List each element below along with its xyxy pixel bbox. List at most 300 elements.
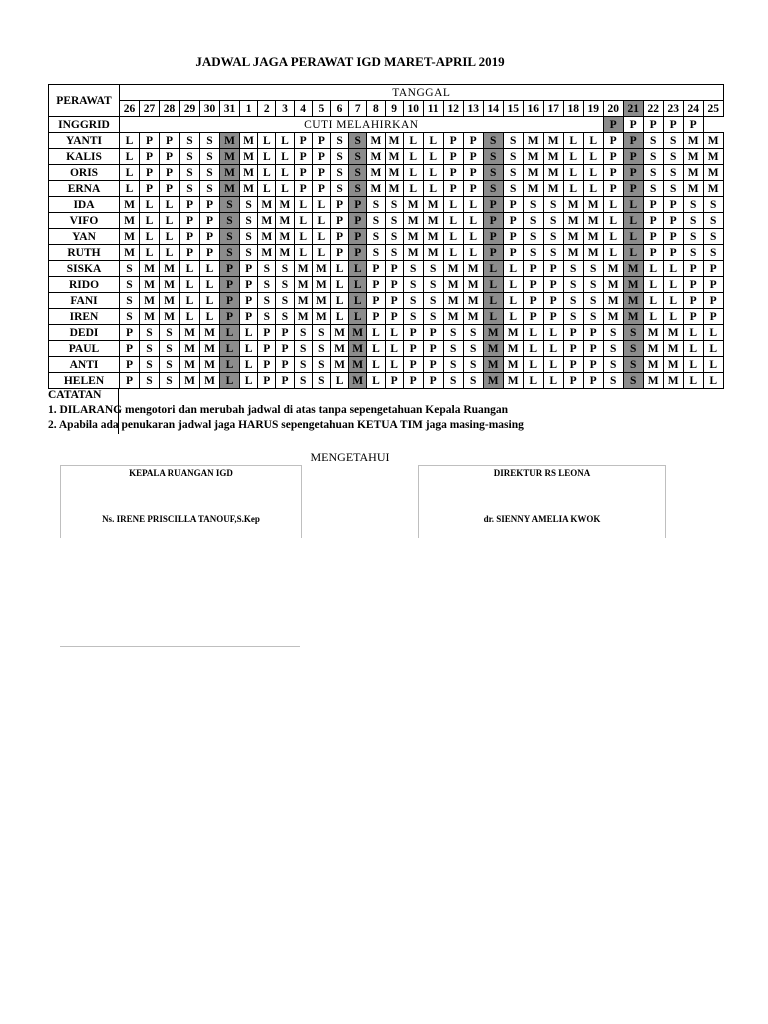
shift-cell: L <box>330 261 348 277</box>
nurse-name: SISKA <box>49 261 120 277</box>
shift-cell: S <box>563 309 583 325</box>
shift-cell: S <box>483 181 503 197</box>
nurse-row <box>49 133 724 149</box>
shift-cell: L <box>603 229 623 245</box>
shift-cell: M <box>503 373 523 389</box>
nurse-name: ERNA <box>49 181 120 197</box>
shift-cell: M <box>220 149 240 165</box>
shift-cell: S <box>140 357 160 373</box>
shift-cell: S <box>403 277 423 293</box>
day-header: 6 <box>330 101 348 117</box>
shift-cell: P <box>140 133 160 149</box>
shift-cell: P <box>463 149 483 165</box>
shift-cell: P <box>503 229 523 245</box>
shift-cell: P <box>367 309 385 325</box>
shift-cell: S <box>703 229 723 245</box>
nurse-name: ORIS <box>49 165 120 181</box>
header-row <box>49 85 724 101</box>
shift-cell: P <box>563 341 583 357</box>
shift-cell: S <box>503 149 523 165</box>
notes-section <box>48 388 713 433</box>
day-header: 23 <box>663 101 683 117</box>
nurse-row <box>49 165 724 181</box>
shift-cell: L <box>312 197 330 213</box>
shift-cell: L <box>367 341 385 357</box>
shift-cell: S <box>643 181 663 197</box>
shift-cell: S <box>623 373 643 389</box>
shift-cell: M <box>523 181 543 197</box>
nurse-row <box>49 309 724 325</box>
shift-cell: S <box>603 373 623 389</box>
shift-cell: L <box>160 229 180 245</box>
shift-cell: P <box>663 229 683 245</box>
nurse-row <box>49 261 724 277</box>
shift-cell: S <box>140 341 160 357</box>
shift-cell: P <box>294 149 312 165</box>
nurse-name: IDA <box>49 197 120 213</box>
shift-cell: M <box>160 309 180 325</box>
shift-cell: S <box>523 229 543 245</box>
shift-cell: M <box>623 277 643 293</box>
shift-cell: M <box>483 373 503 389</box>
nurse-row <box>49 181 724 197</box>
shift-cell: S <box>683 245 703 261</box>
shift-cell: L <box>543 373 563 389</box>
shift-cell: P <box>276 357 294 373</box>
shift-cell: S <box>583 277 603 293</box>
shift-cell: P <box>312 181 330 197</box>
shift-cell: P <box>258 325 276 341</box>
shift-cell: S <box>543 213 563 229</box>
nurse-row <box>49 149 724 165</box>
shift-cell: M <box>240 149 258 165</box>
shift-cell: S <box>294 373 312 389</box>
shift-cell: L <box>683 341 703 357</box>
shift-cell: L <box>683 373 703 389</box>
shift-cell: L <box>240 341 258 357</box>
shift-cell: P <box>200 245 220 261</box>
shift-cell: L <box>330 293 348 309</box>
day-header: 19 <box>583 101 603 117</box>
nurse-row <box>49 277 724 293</box>
shift-cell: M <box>523 133 543 149</box>
shift-cell: P <box>423 373 443 389</box>
shift-cell: L <box>240 373 258 389</box>
shift-cell: L <box>423 133 443 149</box>
shift-cell: S <box>367 213 385 229</box>
day-header: 29 <box>180 101 200 117</box>
shift-cell: S <box>160 325 180 341</box>
shift-cell: P <box>643 197 663 213</box>
shift-cell: M <box>683 181 703 197</box>
shift-cell: S <box>643 133 663 149</box>
shift-cell: L <box>463 245 483 261</box>
shift-cell: L <box>276 165 294 181</box>
nurse-name: HELEN <box>49 373 120 389</box>
shift-cell: L <box>140 197 160 213</box>
shift-cell: P <box>258 341 276 357</box>
shift-cell: M <box>683 133 703 149</box>
shift-cell: S <box>483 149 503 165</box>
shift-cell: P <box>703 309 723 325</box>
shift-cell: P <box>330 245 348 261</box>
note-item-1: 1. DILARANG mengotori dan merubah jadwal di atas tanpa sepengetahuan Kepala Ruangan <box>48 404 509 416</box>
note-item-2: 2. Apabila ada penukaran jadwal jaga HARUS sepengetahuan KETUA TIM jaga masing-masing <box>48 419 524 431</box>
shift-cell: M <box>683 149 703 165</box>
shift-cell: L <box>563 149 583 165</box>
shift-cell: S <box>443 325 463 341</box>
shift-cell: M <box>543 181 563 197</box>
shift-cell: P <box>443 149 463 165</box>
shift-cell: M <box>503 357 523 373</box>
shift-cell: M <box>367 133 385 149</box>
nurse-row <box>49 245 724 261</box>
shift-cell: M <box>200 357 220 373</box>
shift-cell: P <box>220 293 240 309</box>
shift-cell: L <box>200 261 220 277</box>
shift-cell: M <box>623 309 643 325</box>
shift-cell: S <box>423 309 443 325</box>
shift-cell: M <box>349 325 367 341</box>
shift-cell: M <box>643 373 663 389</box>
shift-cell: M <box>120 197 140 213</box>
shift-cell: P <box>349 229 367 245</box>
shift-cell: L <box>367 325 385 341</box>
shift-cell: S <box>463 357 483 373</box>
shift-cell: M <box>623 261 643 277</box>
shift-cell: P <box>643 117 663 133</box>
shift-cell: P <box>160 181 180 197</box>
shift-cell: M <box>463 293 483 309</box>
shift-cell: L <box>523 357 543 373</box>
shift-cell: P <box>443 165 463 181</box>
shift-cell: S <box>312 341 330 357</box>
shift-cell: P <box>543 293 563 309</box>
shift-cell: L <box>294 229 312 245</box>
shift-cell: P <box>294 165 312 181</box>
shift-cell: S <box>240 213 258 229</box>
shift-cell: P <box>349 197 367 213</box>
shift-cell: M <box>258 213 276 229</box>
shift-cell: M <box>463 277 483 293</box>
shift-cell: P <box>503 245 523 261</box>
shift-cell: L <box>683 357 703 373</box>
shift-cell: P <box>583 373 603 389</box>
shift-cell: S <box>663 181 683 197</box>
shift-cell: L <box>663 277 683 293</box>
day-header: 12 <box>443 101 463 117</box>
shift-cell: M <box>349 373 367 389</box>
shift-cell: S <box>258 293 276 309</box>
day-header: 26 <box>120 101 140 117</box>
shift-cell: S <box>160 357 180 373</box>
shift-cell: S <box>483 165 503 181</box>
shift-cell: M <box>423 229 443 245</box>
shift-cell: P <box>483 213 503 229</box>
signature-name: dr. SIENNY AMELIA KWOK <box>483 514 601 524</box>
shift-cell: L <box>503 261 523 277</box>
shift-cell: S <box>683 213 703 229</box>
shift-cell: L <box>703 341 723 357</box>
shift-cell: P <box>120 373 140 389</box>
shift-cell: L <box>423 165 443 181</box>
shift-cell: P <box>330 213 348 229</box>
shift-cell: S <box>423 261 443 277</box>
shift-cell: M <box>140 277 160 293</box>
schedule-table <box>48 84 724 389</box>
day-header: 4 <box>294 101 312 117</box>
shift-cell: P <box>703 261 723 277</box>
shift-cell: M <box>523 149 543 165</box>
shift-cell: L <box>140 245 160 261</box>
shift-cell: L <box>643 309 663 325</box>
shift-cell: L <box>330 309 348 325</box>
shift-cell: S <box>503 181 523 197</box>
leave-cell: CUTI MELAHIRKAN <box>120 117 604 133</box>
shift-cell: L <box>403 181 423 197</box>
shift-cell: P <box>367 293 385 309</box>
shift-cell: L <box>443 197 463 213</box>
shift-cell: P <box>443 133 463 149</box>
shift-cell: M <box>220 133 240 149</box>
shift-cell: M <box>140 293 160 309</box>
shift-cell: M <box>643 341 663 357</box>
shift-cell: P <box>483 229 503 245</box>
shift-cell: S <box>703 245 723 261</box>
shift-cell: L <box>643 261 663 277</box>
shift-cell: M <box>403 213 423 229</box>
tanggal-header: TANGGAL <box>120 85 724 101</box>
shift-cell: S <box>483 133 503 149</box>
shift-cell: P <box>200 213 220 229</box>
day-header: 14 <box>483 101 503 117</box>
nurse-name: RIDO <box>49 277 120 293</box>
shift-cell: S <box>294 341 312 357</box>
shift-cell: L <box>583 133 603 149</box>
shift-cell: M <box>240 133 258 149</box>
shift-cell: S <box>120 309 140 325</box>
shift-cell: P <box>160 165 180 181</box>
shift-cell: L <box>463 197 483 213</box>
shift-cell: M <box>349 341 367 357</box>
shift-cell: L <box>483 277 503 293</box>
shift-cell: P <box>403 357 423 373</box>
shift-cell: M <box>258 197 276 213</box>
shift-cell: S <box>312 325 330 341</box>
shift-cell: M <box>120 229 140 245</box>
shift-cell: L <box>258 181 276 197</box>
shift-cell: S <box>220 229 240 245</box>
shift-cell: M <box>623 293 643 309</box>
shift-cell: S <box>200 149 220 165</box>
shift-cell: P <box>623 165 643 181</box>
shift-cell: M <box>663 373 683 389</box>
shift-cell: S <box>294 357 312 373</box>
shift-cell: M <box>443 261 463 277</box>
shift-cell: S <box>276 261 294 277</box>
shift-cell: L <box>523 373 543 389</box>
shift-cell: L <box>160 245 180 261</box>
shift-cell: L <box>603 213 623 229</box>
shift-cell: P <box>180 213 200 229</box>
shift-cell: L <box>683 325 703 341</box>
shift-cell: S <box>120 293 140 309</box>
day-header: 17 <box>543 101 563 117</box>
shift-cell: M <box>543 149 563 165</box>
shift-cell: P <box>603 149 623 165</box>
shift-cell: P <box>403 325 423 341</box>
shift-cell: L <box>276 181 294 197</box>
shift-cell: P <box>120 341 140 357</box>
shift-cell: L <box>463 229 483 245</box>
shift-cell: M <box>200 373 220 389</box>
day-header: 10 <box>403 101 423 117</box>
shift-cell: L <box>563 181 583 197</box>
shift-cell: L <box>258 133 276 149</box>
shift-cell: P <box>240 309 258 325</box>
shift-cell: M <box>563 197 583 213</box>
shift-cell: M <box>583 229 603 245</box>
shift-cell: S <box>349 165 367 181</box>
shift-cell: L <box>200 293 220 309</box>
shift-cell: S <box>180 181 200 197</box>
shift-cell: L <box>180 293 200 309</box>
shift-cell: L <box>563 133 583 149</box>
shift-cell: P <box>683 261 703 277</box>
shift-cell: P <box>276 325 294 341</box>
shift-cell: L <box>703 357 723 373</box>
shift-cell: M <box>312 261 330 277</box>
shift-cell: L <box>120 165 140 181</box>
shift-cell: P <box>349 213 367 229</box>
shift-cell: M <box>367 181 385 197</box>
shift-cell: L <box>160 213 180 229</box>
shift-cell: M <box>563 213 583 229</box>
shift-cell: L <box>258 149 276 165</box>
shift-cell: S <box>603 325 623 341</box>
shift-cell: P <box>160 149 180 165</box>
shift-cell: L <box>403 165 423 181</box>
shift-cell: M <box>180 357 200 373</box>
day-header: 22 <box>643 101 663 117</box>
shift-cell: S <box>643 149 663 165</box>
shift-cell: M <box>160 277 180 293</box>
shift-cell: M <box>443 293 463 309</box>
shift-cell: L <box>643 293 663 309</box>
shift-cell: M <box>663 357 683 373</box>
nurse-name: YAN <box>49 229 120 245</box>
shift-cell: P <box>543 277 563 293</box>
shift-cell: P <box>703 277 723 293</box>
shift-cell: M <box>160 293 180 309</box>
shift-cell: S <box>294 325 312 341</box>
shift-cell: P <box>180 245 200 261</box>
shift-cell: P <box>423 325 443 341</box>
nurse-name: KALIS <box>49 149 120 165</box>
shift-cell: S <box>583 309 603 325</box>
shift-cell: L <box>220 325 240 341</box>
shift-cell: M <box>276 197 294 213</box>
shift-cell: L <box>523 325 543 341</box>
shift-cell: M <box>240 181 258 197</box>
shift-cell: L <box>603 197 623 213</box>
shift-cell: L <box>483 309 503 325</box>
signature-name: Ns. IRENE PRISCILLA TANOUF,S.Kep <box>102 514 260 524</box>
shift-cell: M <box>483 357 503 373</box>
shift-cell: P <box>330 197 348 213</box>
nurse-row <box>49 373 724 389</box>
shift-cell: L <box>349 293 367 309</box>
shift-cell: M <box>583 213 603 229</box>
shift-cell: L <box>349 261 367 277</box>
shift-cell: L <box>349 277 367 293</box>
shift-cell: M <box>330 325 348 341</box>
shift-cell: L <box>703 373 723 389</box>
shift-cell: L <box>385 325 403 341</box>
shift-cell: P <box>643 229 663 245</box>
day-header: 8 <box>367 101 385 117</box>
shift-cell: S <box>583 261 603 277</box>
shift-cell: P <box>423 341 443 357</box>
shift-cell: L <box>330 277 348 293</box>
shift-cell: S <box>503 133 523 149</box>
shift-cell: L <box>385 357 403 373</box>
shift-cell: M <box>276 229 294 245</box>
day-header: 28 <box>160 101 180 117</box>
shift-cell: S <box>330 133 348 149</box>
shift-cell: L <box>663 293 683 309</box>
shift-cell: S <box>443 357 463 373</box>
shift-cell: L <box>503 277 523 293</box>
shift-cell: L <box>367 373 385 389</box>
signature-role: DIREKTUR RS LEONA <box>493 468 591 478</box>
shift-cell: P <box>294 133 312 149</box>
shift-cell: L <box>623 245 643 261</box>
shift-cell: S <box>349 133 367 149</box>
shift-cell: S <box>200 165 220 181</box>
shift-cell: M <box>240 165 258 181</box>
shift-cell: L <box>543 325 563 341</box>
shift-cell: P <box>312 149 330 165</box>
shift-cell: P <box>258 373 276 389</box>
shift-cell: L <box>140 229 160 245</box>
shift-cell: L <box>663 261 683 277</box>
shift-cell: P <box>312 133 330 149</box>
shift-cell: S <box>330 181 348 197</box>
shift-cell: P <box>385 309 403 325</box>
shift-cell: P <box>503 213 523 229</box>
shift-cell: L <box>603 245 623 261</box>
shift-cell: M <box>120 213 140 229</box>
shift-cell: L <box>312 229 330 245</box>
shift-cell: M <box>160 261 180 277</box>
shift-cell: S <box>120 261 140 277</box>
shift-cell: P <box>663 213 683 229</box>
nurse-name: PAUL <box>49 341 120 357</box>
shift-cell: M <box>703 149 723 165</box>
shift-cell: M <box>463 309 483 325</box>
shift-cell: M <box>563 245 583 261</box>
shift-cell: L <box>583 149 603 165</box>
shift-cell: S <box>443 373 463 389</box>
shift-cell: L <box>294 245 312 261</box>
shift-cell: S <box>367 197 385 213</box>
shift-cell: P <box>463 165 483 181</box>
shift-cell: M <box>312 293 330 309</box>
shift-cell: P <box>180 197 200 213</box>
shift-cell: M <box>385 149 403 165</box>
shift-cell: M <box>180 325 200 341</box>
